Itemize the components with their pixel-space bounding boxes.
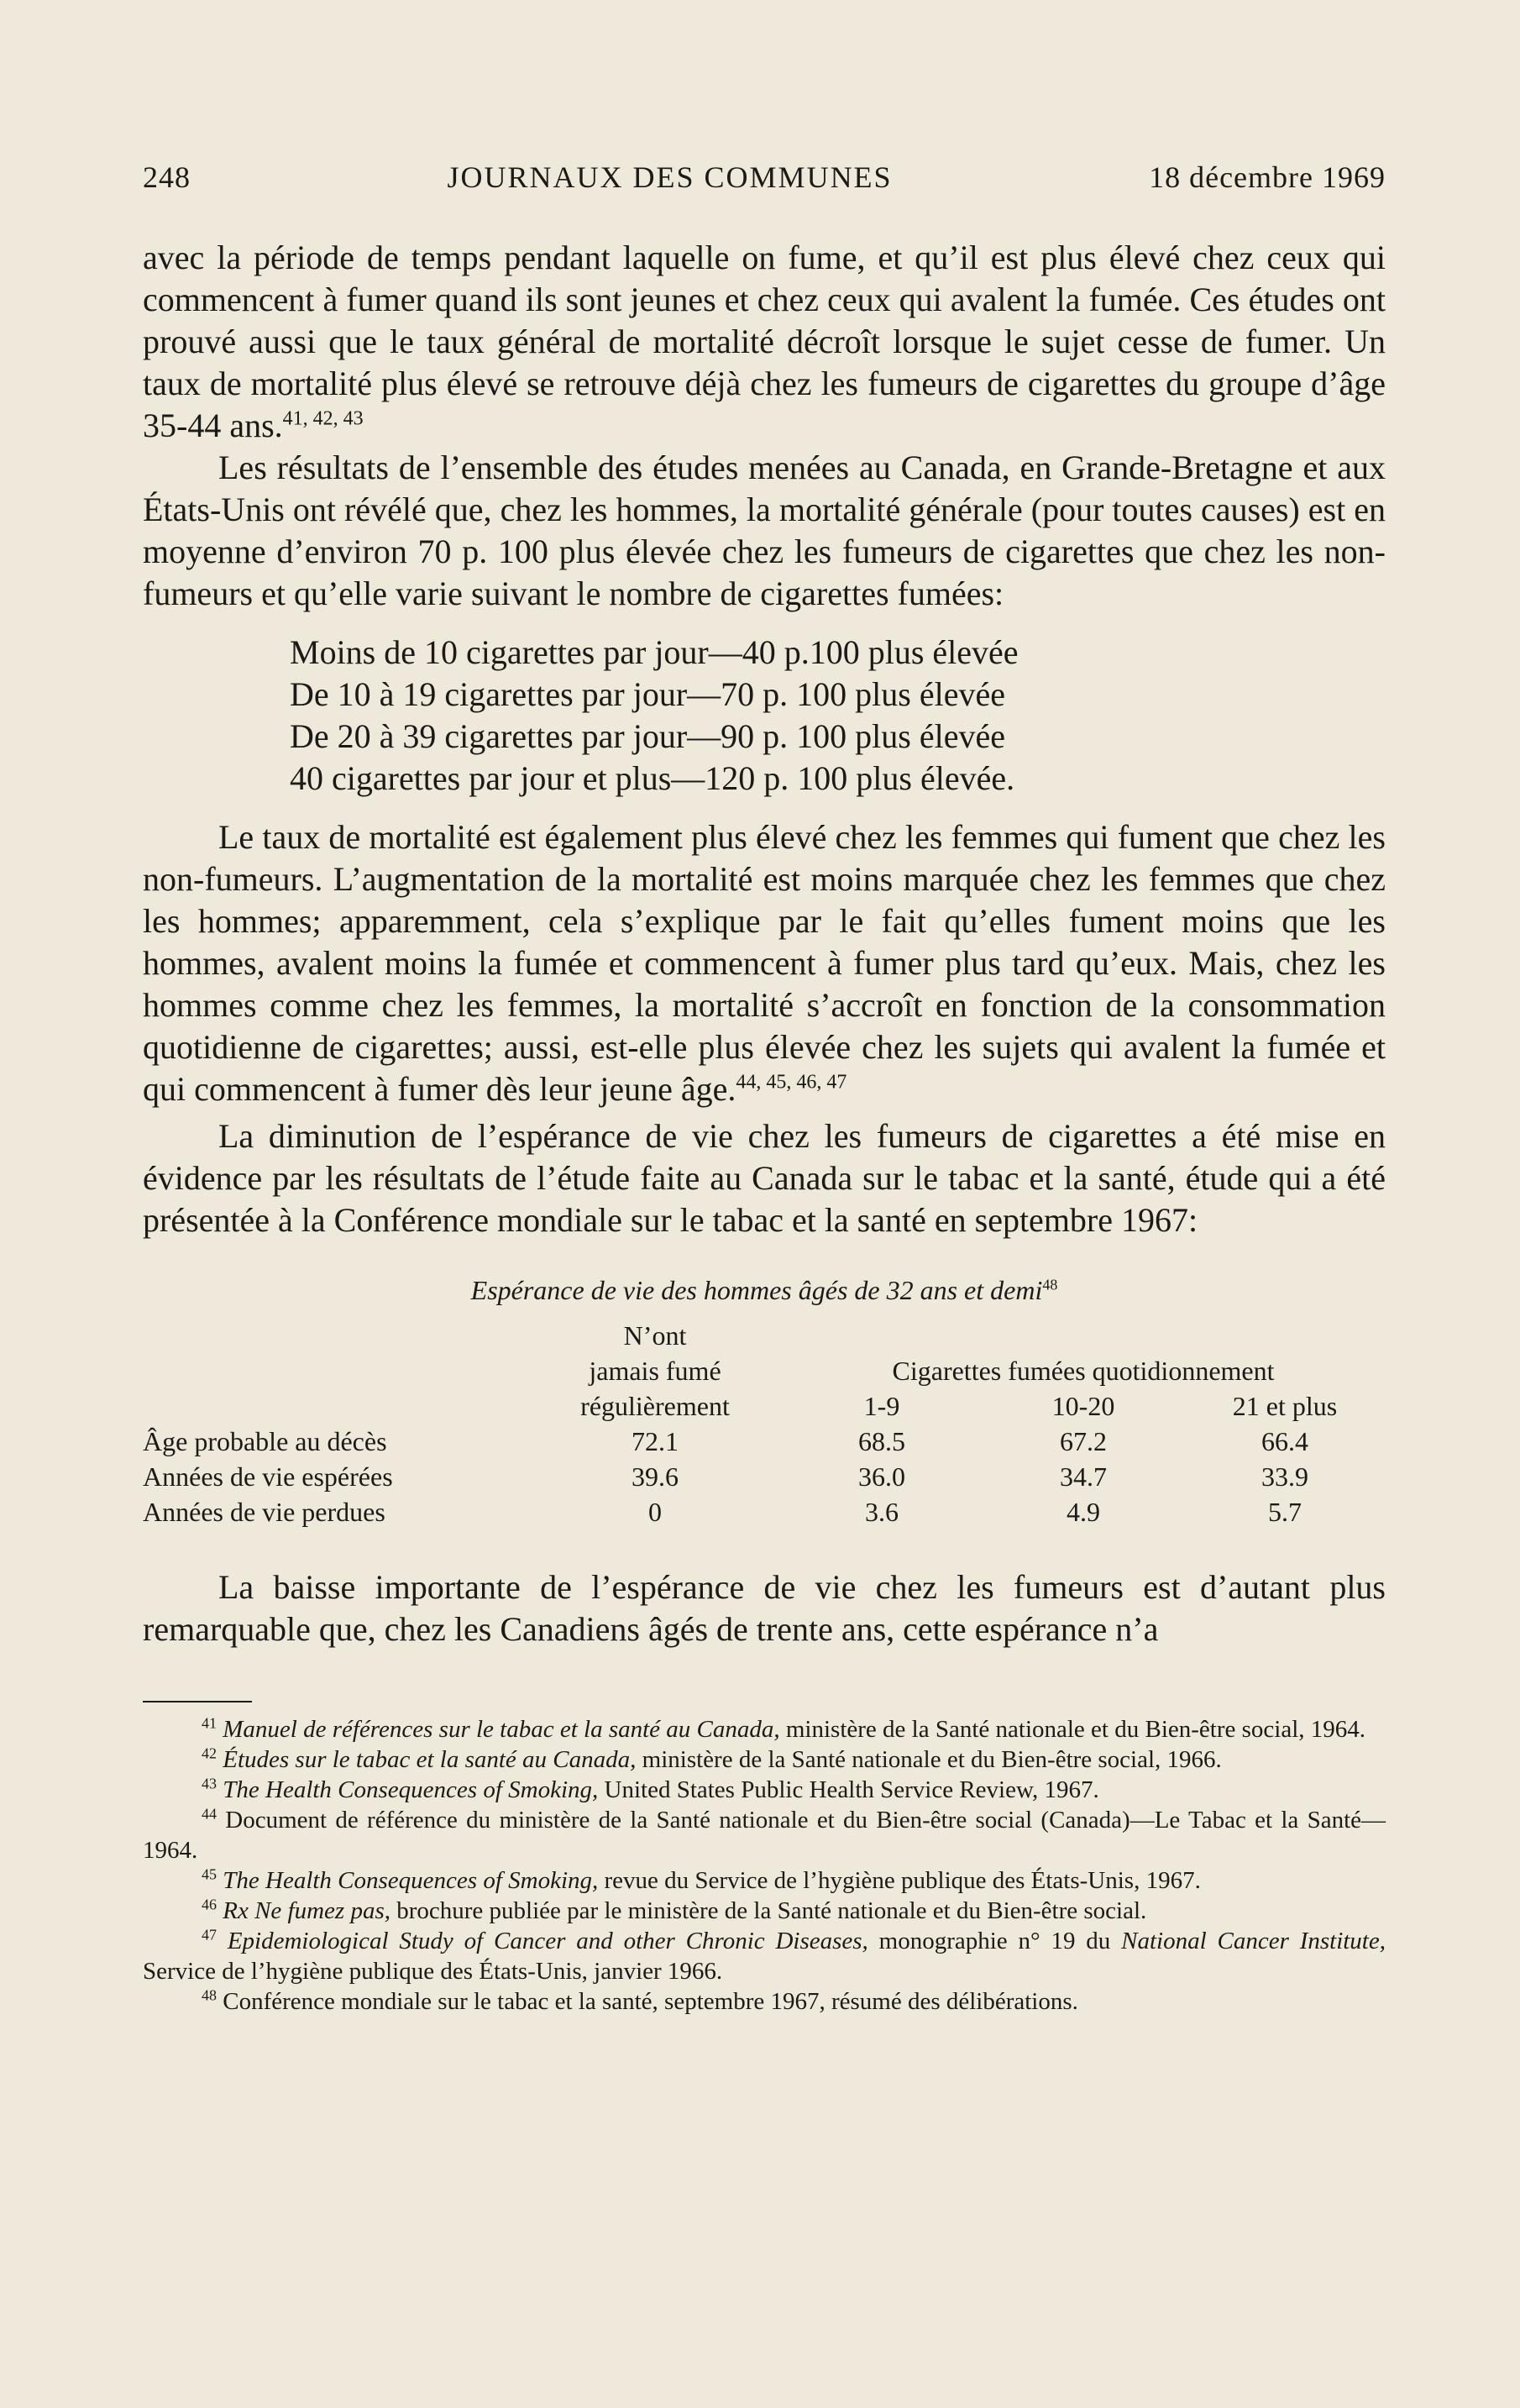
paragraph-life-expectancy: La diminution de l’espérance de vie chez les fumeurs de cigarettes a été mise en évidence par les résultats de l’étude faite au Canada sur le tabac et la santé, étude qui a été présentée à la Conférence mondiale sur le tabac et la santé en septembre 1967: <box>143 1117 1386 1239</box>
footnote-number: 42 <box>202 1744 217 1762</box>
footnote-text: Service de l’hygiène publique des États-Unis, janvier 1966. <box>143 1958 723 1985</box>
running-head <box>143 160 1386 195</box>
page-number: 248 <box>143 160 191 194</box>
rate-line: De 20 à 39 cigarettes par jour—90 p. 100 plus élevée <box>290 717 1005 755</box>
paragraph-text: Le taux de mortalité est également plus élevé chez les femmes qui fument que chez les non-fumeurs. L’augmentation de la mortalité est moins marquée chez les femmes que chez les hommes; apparemment, cela s’explique par le fait qu’elles fument moins que les hommes, avalent moins la fumée et commencent à fumer plus tard qu’eux. Mais, chez les hommes comme chez les femmes, la mortalité s’accroît en fonction de la consommation quotidienne de cigarettes; aussi, est-elle plus élevée chez les sujets qui avalent la fumée et qui commencent à fumer dès leur jeune âge. <box>143 818 1386 1108</box>
column-header-21-plus: 21 et plus <box>1232 1391 1338 1421</box>
table-row <box>143 1494 1386 1529</box>
paragraph-canadian-expectancy: La baisse importante de l’espérance de vie chez les fumeurs est d’autant plus remarquable que, chez les Canadiens âgés de trente ans, cette espérance n’a <box>143 1568 1386 1648</box>
column-header-nonsmoker: régulièrement <box>580 1391 730 1421</box>
issue-date: 18 décembre 1969 <box>1149 160 1386 194</box>
table-cell: 33.9 <box>1261 1461 1308 1492</box>
column-header-nonsmoker: jamais fumé <box>589 1356 721 1386</box>
rate-line: 40 cigarettes par jour et plus—120 p. 100 plus élevée. <box>290 759 1015 797</box>
table-cell: 5.7 <box>1268 1497 1302 1527</box>
footnote-item <box>143 1986 1386 2017</box>
table-caption <box>143 1275 1386 1306</box>
footnote-title: National Cancer Institute, <box>1121 1928 1386 1954</box>
table-row <box>143 1424 1386 1459</box>
journal-page <box>143 160 1386 2017</box>
paragraph-study-results: Les résultats de l’ensemble des études menées au Canada, en Grande-Bretagne et aux États-Unis ont révélé que, chez les hommes, la mortalité générale (pour toutes causes) est en moyenne d’environ 70 p. 100 plus élevée chez les fumeurs de cigarettes que chez les non-fumeurs et qu’elle varie suivant le nombre de cigarettes fumées: <box>143 449 1386 612</box>
life-expectancy-table <box>143 1318 1386 1529</box>
table-cell: 68.5 <box>858 1426 905 1456</box>
table-header-row <box>143 1318 1386 1353</box>
footnote-item <box>143 1865 1386 1896</box>
footnotes <box>143 1714 1386 2017</box>
paragraph-mortality-duration <box>143 237 1386 447</box>
footnote-text: monographie n° 19 du <box>867 1928 1122 1954</box>
column-header-1-9: 1-9 <box>863 1391 900 1421</box>
column-group-header: Cigarettes fumées quotidionnement <box>892 1356 1275 1386</box>
footnote-item <box>143 1805 1386 1865</box>
paragraph-women-mortality <box>143 816 1386 1110</box>
journal-title: JOURNAUX DES COMMUNES <box>447 160 893 194</box>
row-label: Années de vie espérées <box>143 1461 393 1492</box>
footnote-text: ministère de la Santé nationale et du Bien-être social, 1964. <box>779 1716 1366 1743</box>
table-cell: 66.4 <box>1261 1426 1308 1456</box>
reference-marks: 48 <box>1042 1276 1058 1293</box>
footnote-number: 45 <box>202 1865 217 1883</box>
footnote-title: Manuel de références sur le tabac et la santé au Canada, <box>223 1716 780 1743</box>
footnote-text: ministère de la Santé nationale et du Bien-être social, 1966. <box>636 1746 1222 1773</box>
footnote-item <box>143 1775 1386 1805</box>
footnote-divider <box>143 1701 252 1702</box>
table-cell: 67.2 <box>1060 1426 1107 1456</box>
footnote-number: 48 <box>202 1986 217 2004</box>
paragraph-text: avec la période de temps pendant laquelle on fume, et qu’il est plus élevé chez ceux qui commencent à fumer quand ils sont jeunes et chez ceux qui avalent la fumée. Ces études ont prouvé aussi que le taux général de mortalité décroît lorsque le sujet cesse de fumer. Un taux de mortalité plus élevé se retrouve déjà chez les fumeurs de cigarettes du groupe d’âge 35-44 ans. <box>143 239 1386 444</box>
table-cell: 36.0 <box>858 1461 905 1492</box>
table-header-row <box>143 1388 1386 1424</box>
footnote-number: 41 <box>202 1714 217 1732</box>
footnote-item <box>143 1744 1386 1775</box>
footnote-title: Études sur le tabac et la santé au Canada, <box>223 1746 637 1773</box>
footnote-number: 44 <box>202 1805 217 1823</box>
footnote-title: Rx Ne fumez pas, <box>223 1897 390 1924</box>
footnote-number: 46 <box>202 1896 217 1913</box>
table-caption-text: Espérance de vie des hommes âgés de 32 ans et demi <box>470 1275 1043 1305</box>
footnote-item <box>143 1896 1386 1926</box>
footnote-text: United States Public Health Service Review, 1967. <box>598 1776 1099 1803</box>
footnote-number: 47 <box>202 1926 217 1944</box>
footnote-text: revue du Service de l’hygiène publique des États-Unis, 1967. <box>598 1867 1201 1894</box>
mortality-rate-list <box>290 632 1386 800</box>
footnote-text: Conférence mondiale sur le tabac et la santé, septembre 1967, résumé des délibérations. <box>223 1988 1078 2015</box>
footnote-title: The Health Consequences of Smoking, <box>223 1776 599 1803</box>
footnote-number: 43 <box>202 1775 217 1792</box>
reference-marks: 41, 42, 43 <box>282 407 364 430</box>
row-label: Âge probable au décès <box>143 1426 387 1456</box>
table-cell: 72.1 <box>632 1426 679 1456</box>
table-header-row <box>143 1353 1386 1388</box>
table-row <box>143 1459 1386 1494</box>
rate-line: De 10 à 19 cigarettes par jour—70 p. 100 plus élevée <box>290 675 1005 713</box>
table-cell: 34.7 <box>1060 1461 1107 1492</box>
footnote-text: Document de référence du ministère de la Santé nationale et du Bien-être social (Canada)—Le Tabac et la Santé—1964. <box>143 1807 1386 1864</box>
table-cell: 39.6 <box>632 1461 679 1492</box>
rate-line: Moins de 10 cigarettes par jour—40 p.100 plus élevée <box>290 633 1019 671</box>
footnote-title: Epidemiological Study of Cancer and other Chronic Diseases, <box>227 1928 868 1954</box>
table-cell: 4.9 <box>1067 1497 1100 1527</box>
row-label: Années de vie perdues <box>143 1497 385 1527</box>
table-cell: 0 <box>648 1497 662 1527</box>
table-cell: 3.6 <box>865 1497 899 1527</box>
footnote-text: brochure publiée par le ministère de la Santé nationale et du Bien-être social. <box>390 1897 1147 1924</box>
column-header-10-20: 10-20 <box>1051 1391 1115 1421</box>
column-header-nonsmoker: N’ont <box>623 1320 687 1351</box>
footnote-item <box>143 1714 1386 1744</box>
footnote-title: The Health Consequences of Smoking, <box>223 1867 599 1894</box>
reference-marks: 44, 45, 46, 47 <box>736 1071 847 1094</box>
footnote-item <box>143 1926 1386 1986</box>
